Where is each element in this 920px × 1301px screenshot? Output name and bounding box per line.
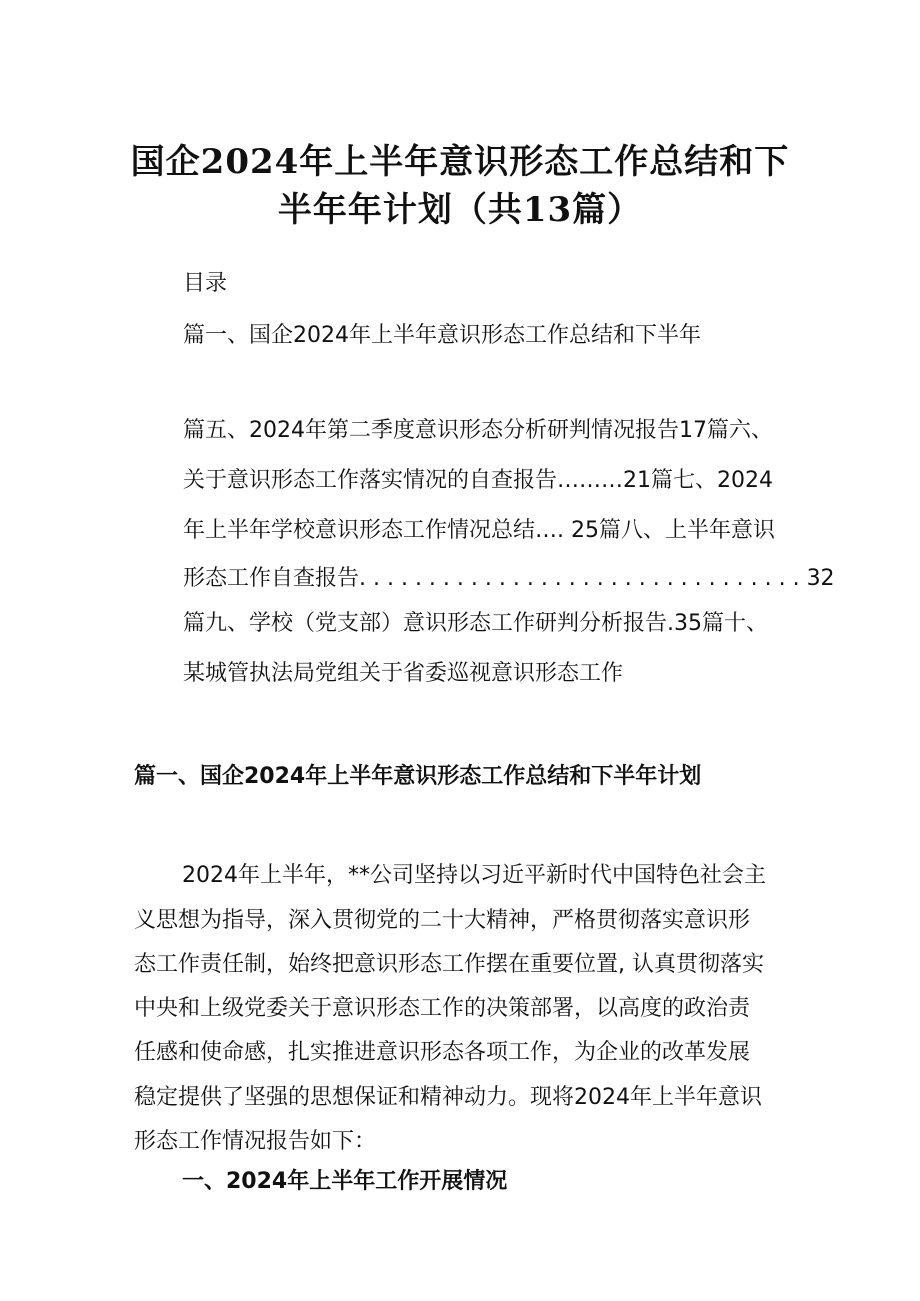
toc-heading: 目录 [183, 271, 228, 296]
toc-line[interactable]: 某城管执法局党组关于省委巡视意识形态工作 [183, 661, 624, 686]
sub-heading: 一、2024年上半年工作开展情况 [182, 1169, 508, 1194]
paragraph-line: 中央和上级党委关于意识形态工作的决策部署，以高度的政治责 [134, 996, 751, 1021]
toc-line[interactable]: 篇一、国企2024年上半年意识形态工作总结和下半年 [183, 323, 701, 348]
toc-line[interactable]: 关于意识形态工作落实情况的自查报告………21篇七、2024 [183, 468, 773, 493]
paragraph-line: 形态工作情况报告如下： [134, 1129, 377, 1154]
toc-line[interactable]: 年上半年学校意识形态工作情况总结…. 25篇八、上半年意识 [183, 518, 775, 543]
paragraph-line: 义思想为指导，深入贯彻党的二十大精神，严格贯彻落实意识形 [134, 908, 751, 933]
document-title-line-2: 半年年计划（共13篇） [277, 190, 643, 230]
toc-line[interactable]: 篇九、学校（党支部）意识形态工作研判分析报告.35篇十、 [183, 611, 768, 636]
paragraph-line: 任感和使命感，扎实推进意识形态各项工作，为企业的改革发展 [134, 1040, 751, 1065]
paragraph-line: 态工作责任制，始终把意识形态工作摆在重要位置, 认真贯彻落实 [134, 952, 764, 977]
document-title-line-1: 国企2024年上半年意识形态工作总结和下 [130, 142, 790, 182]
toc-line[interactable]: 形态工作自查报告. . . . . . . . . . . . . . . . . . . . . . . . . . . . . . . . 32 [183, 566, 835, 591]
section-heading: 篇一、国企2024年上半年意识形态工作总结和下半年计划 [134, 764, 702, 789]
paragraph-line: 2024年上半年，**公司坚持以习近平新时代中国特色社会主 [182, 863, 766, 888]
toc-line[interactable]: 篇五、2024年第二季度意识形态分析研判情况报告17篇六、 [183, 418, 773, 443]
paragraph-line: 稳定提供了坚强的思想保证和精神动力。现将2024年上半年意识 [134, 1085, 762, 1110]
